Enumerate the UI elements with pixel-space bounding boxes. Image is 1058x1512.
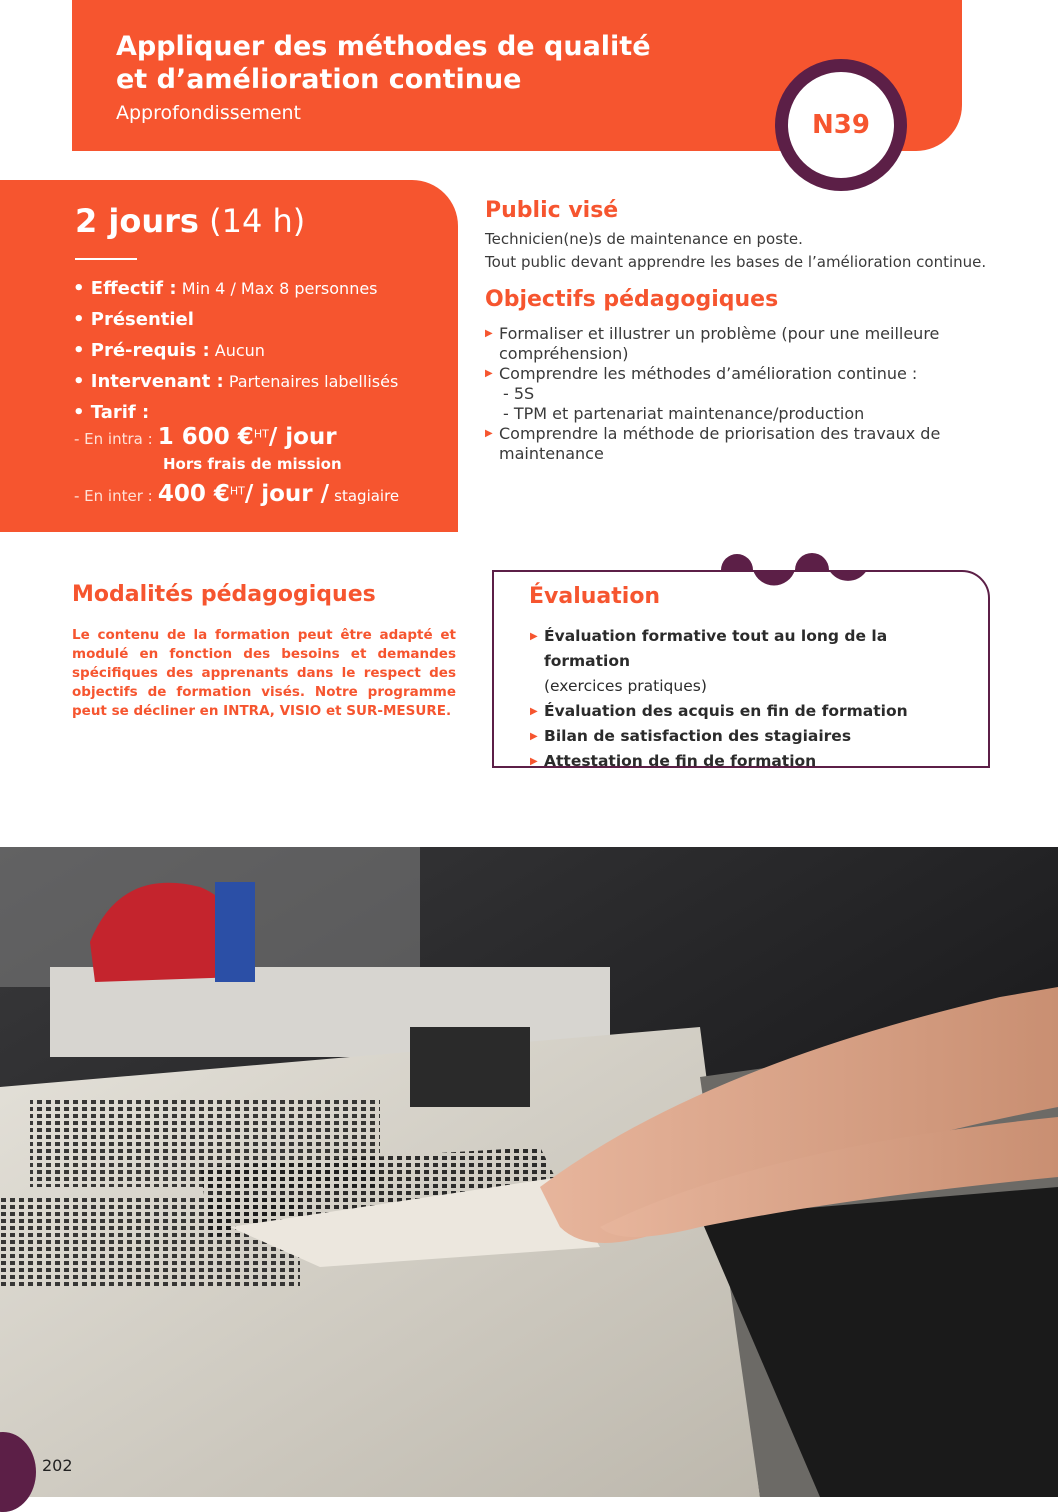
public-text: Technicien(ne)s de maintenance en poste. Tout public devant apprendre les bases de l’amélioration continue.: [485, 230, 987, 271]
triangle-bullet-icon: ▶: [485, 428, 493, 439]
tarif-row: • Tarif :: [73, 402, 150, 423]
intervenant-row: • Intervenant : Partenaires labellisés: [73, 371, 399, 392]
objectives-list: [485, 324, 1005, 464]
triangle-bullet-icon: ▶: [530, 631, 538, 642]
list-item: ▶ Attestation de fin de formation: [530, 749, 960, 774]
list-subitem: - 5S: [503, 384, 535, 403]
effectif-row: • Effectif : Min 4 / Max 8 personnes: [73, 278, 378, 299]
public-title: Public visé: [485, 198, 619, 223]
list-item: ▶ Bilan de satisfaction des stagiaires: [530, 724, 960, 749]
objectives-title: Objectifs pédagogiques: [485, 287, 779, 312]
course-code-badge: N39: [775, 59, 907, 191]
duration: 2 jours (14 h): [75, 202, 306, 240]
triangle-bullet-icon: ▶: [485, 328, 493, 339]
triangle-bullet-icon: ▶: [530, 731, 538, 742]
inter-price-row: - En inter : 400 €$^{HT}$/ jour / stagiaire: [74, 481, 400, 507]
modalites-text: Le contenu de la formation peut être adapté et modulé en fonction des besoins et demandes spécifiques des apprenants dans le respect des objectifs de formation visés. Notre programme peut se décliner en INTRA, VISIO et SUR-MESURE.: [72, 627, 456, 719]
duration-underline: [75, 258, 137, 260]
list-item: ▶ Comprendre les méthodes d’amélioration continue :: [485, 364, 918, 383]
wave-decoration-icon: [719, 548, 869, 588]
page-title: Appliquer des méthodes de qualité et d’amélioration continue: [116, 31, 651, 95]
course-info-box: [0, 180, 458, 532]
workshop-photo: [0, 847, 1058, 1497]
presentiel-row: • Présentiel: [73, 309, 194, 330]
list-item: ▶ Évaluation des acquis en fin de formation: [530, 699, 960, 724]
prerequis-row: • Pré-requis : Aucun: [73, 340, 265, 361]
page-number: 202: [42, 1456, 73, 1475]
intra-price-row: - En intra : 1 600 €$^{HT}$/ jour: [74, 424, 337, 450]
triangle-bullet-icon: ▶: [530, 706, 538, 717]
triangle-bullet-icon: ▶: [530, 756, 538, 767]
list-item: ▶ Formaliser et illustrer un problème (pour une meilleure compréhension): [485, 324, 940, 363]
list-item: ▶ Comprendre la méthode de priorisation des travaux de maintenance: [485, 424, 941, 463]
list-subitem: - TPM et partenariat maintenance/production: [503, 404, 865, 423]
evaluation-title: Évaluation: [529, 584, 661, 609]
intra-price-note: Hors frais de mission: [163, 455, 342, 473]
evaluation-list: [530, 624, 960, 774]
triangle-bullet-icon: ▶: [485, 368, 493, 379]
page-subtitle: Approfondissement: [116, 102, 302, 124]
list-item: ▶ Évaluation formative tout au long de la formation (exercices pratiques): [530, 624, 960, 699]
modalites-title: Modalités pédagogiques: [72, 582, 376, 607]
